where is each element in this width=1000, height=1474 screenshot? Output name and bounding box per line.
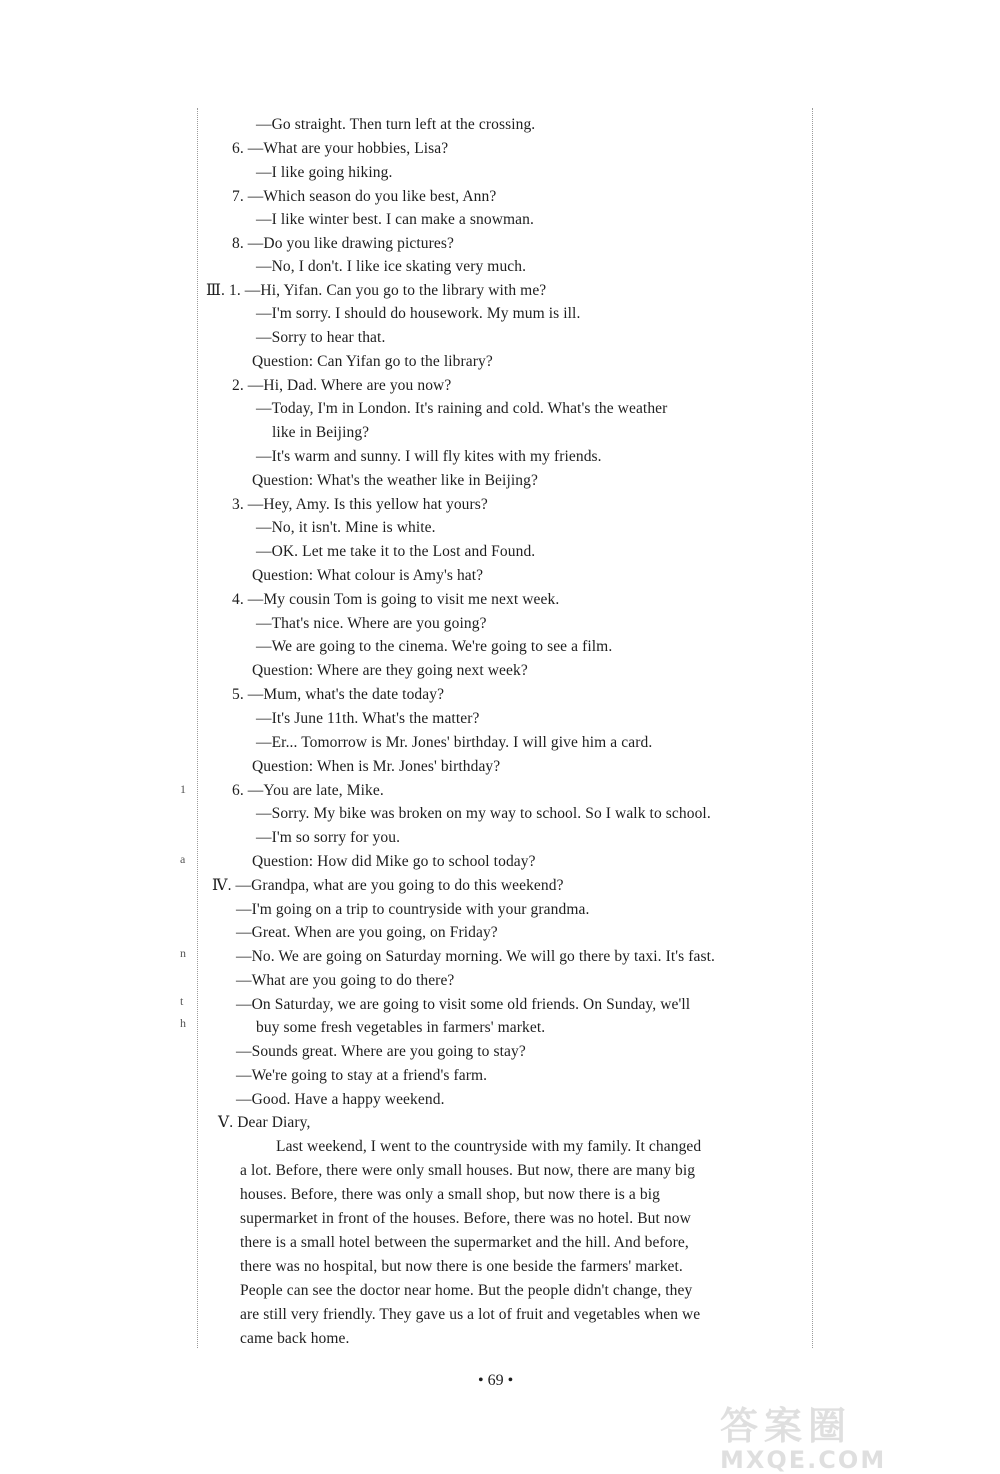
- text-line: —I'm so sorry for you.: [256, 829, 401, 846]
- watermark-logo: [720, 1395, 990, 1474]
- text-line: 6. —You are late, Mike.: [232, 782, 384, 799]
- text-line: a lot. Before, there were only small houses. But now, there are many big: [240, 1162, 696, 1179]
- text-line: —Sounds great. Where are you going to stay?: [236, 1043, 526, 1060]
- text-line: —Sorry. My bike was broken on my way to school. So I walk to school.: [256, 805, 711, 822]
- margin-mark: a: [180, 852, 186, 866]
- text-line: Question: What colour is Amy's hat?: [252, 567, 484, 584]
- text-line: —No, it isn't. Mine is white.: [256, 519, 436, 536]
- text-line: Question: When is Mr. Jones' birthday?: [252, 758, 501, 775]
- section-heading-v: Ⅴ. Dear Diary,: [218, 1114, 311, 1131]
- text-line: are still very friendly. They gave us a lot of fruit and vegetables when we: [240, 1306, 701, 1323]
- text-line: there is a small hotel between the supermarket and the hill. And before,: [240, 1234, 689, 1251]
- text-line: People can see the doctor near home. But the people didn't change, they: [240, 1282, 693, 1299]
- text-line: 7. —Which season do you like best, Ann?: [232, 188, 497, 205]
- text-line: Question: Where are they going next week?: [252, 662, 528, 679]
- text-line: —I'm going on a trip to countryside with your grandma.: [236, 901, 590, 918]
- text-line: —No. We are going on Saturday morning. We will go there by taxi. It's fast.: [236, 948, 716, 965]
- text-line: —It's warm and sunny. I will fly kites with my friends.: [256, 448, 602, 465]
- margin-line-right: [812, 108, 813, 1348]
- text-line: —No, I don't. I like ice skating very much.: [256, 258, 527, 275]
- text-line: —We are going to the cinema. We're going to see a film.: [256, 638, 613, 655]
- text-line: —That's nice. Where are you going?: [256, 615, 487, 632]
- text-line: —Good. Have a happy weekend.: [236, 1091, 445, 1108]
- section-heading-iii: Ⅲ. 1. —Hi, Yifan. Can you go to the library with me?: [206, 282, 547, 299]
- text-line: 8. —Do you like drawing pictures?: [232, 235, 454, 252]
- text-line: Last weekend, I went to the countryside with my family. It changed: [276, 1138, 702, 1155]
- text-line: buy some fresh vegetables in farmers' market.: [256, 1019, 546, 1036]
- text-line: —Sorry to hear that.: [256, 329, 386, 346]
- text-line: houses. Before, there was only a small shop, but now there is a big: [240, 1186, 660, 1203]
- text-line: —What are you going to do there?: [236, 972, 455, 989]
- text-line: like in Beijing?: [272, 424, 370, 441]
- text-line: —I like winter best. I can make a snowman.: [256, 211, 534, 228]
- text-line: 6. —What are your hobbies, Lisa?: [232, 140, 449, 157]
- text-line: —Go straight. Then turn left at the crossing.: [256, 116, 536, 133]
- text-line: Question: How did Mike go to school today?: [252, 853, 536, 870]
- text-line: —I'm sorry. I should do housework. My mum is ill.: [256, 305, 581, 322]
- page-number: • 69 •: [478, 1372, 514, 1389]
- watermark-url: MXQE.COM: [720, 1446, 887, 1474]
- margin-line-left: [197, 108, 198, 1348]
- section-heading-iv: Ⅳ. —Grandpa, what are you going to do this weekend?: [212, 877, 564, 894]
- text-line: —I like going hiking.: [256, 164, 393, 181]
- text-line: —Today, I'm in London. It's raining and cold. What's the weather: [256, 400, 668, 417]
- text-line: 4. —My cousin Tom is going to visit me next week.: [232, 591, 560, 608]
- margin-mark: h: [180, 1016, 186, 1030]
- watermark-title: 答案圈: [720, 1404, 853, 1448]
- text-line: —It's June 11th. What's the matter?: [256, 710, 480, 727]
- text-line: 3. —Hey, Amy. Is this yellow hat yours?: [232, 496, 488, 513]
- margin-mark: n: [180, 946, 186, 960]
- text-line: supermarket in front of the houses. Before, there was no hotel. But now: [240, 1210, 691, 1227]
- text-line: —On Saturday, we are going to visit some old friends. On Sunday, we'll: [236, 996, 691, 1013]
- text-line: —We're going to stay at a friend's farm.: [236, 1067, 488, 1084]
- text-line: Question: Can Yifan go to the library?: [252, 353, 493, 370]
- text-line: Question: What's the weather like in Beijing?: [252, 472, 538, 489]
- text-line: —Er... Tomorrow is Mr. Jones' birthday. I will give him a card.: [256, 734, 653, 751]
- text-line: there was no hospital, but now there is one beside the farmers' market.: [240, 1258, 683, 1275]
- text-line: 2. —Hi, Dad. Where are you now?: [232, 377, 452, 394]
- text-line: came back home.: [240, 1330, 350, 1347]
- margin-mark: t: [180, 994, 184, 1008]
- text-line: 5. —Mum, what's the date today?: [232, 686, 445, 703]
- text-line: —OK. Let me take it to the Lost and Found.: [256, 543, 536, 560]
- margin-mark: 1: [180, 782, 186, 796]
- text-line: —Great. When are you going, on Friday?: [236, 924, 498, 941]
